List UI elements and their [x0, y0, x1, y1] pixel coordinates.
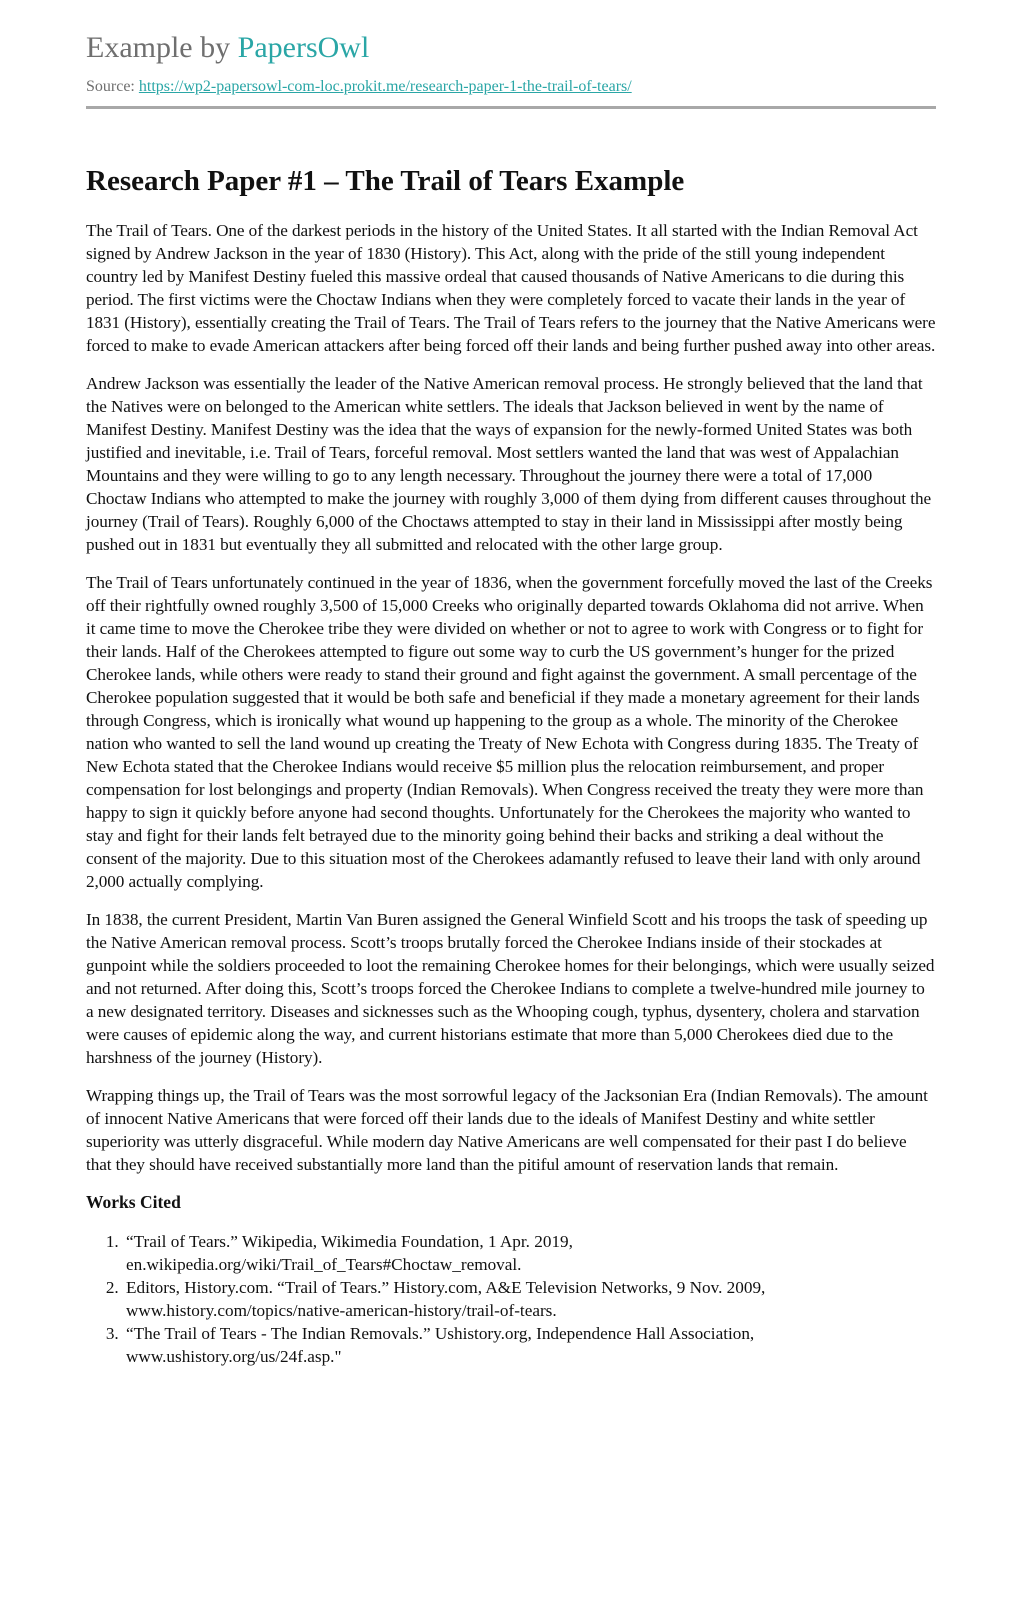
citation-item: 1. “Trail of Tears.” Wikipedia, Wikimedia Foundation, 1 Apr. 2019, en.wikipedia.org/wiki/Trail_of_Tears#Choctaw_removal. — [123, 1230, 936, 1276]
brand-header — [86, 28, 936, 68]
source-label: Source: — [86, 78, 139, 95]
article-body — [86, 219, 936, 1176]
paragraph: The Trail of Tears. One of the darkest periods in the history of the United States. It all started with the Indian Removal Act signed by Andrew Jackson in the year of 1830 (History). This Act, along with the pride of the still young independent country led by Manifest Destiny fueled this massive ordeal that caused thousands of Native Americans to die during this period. The first victims were the Choctaw Indians when they were completely forced to vacate their lands in the year of 1831 (History), essentially creating the Trail of Tears. The Trail of Tears refers to the journey that the Native Americans were forced to make to evade American attackers after being forced off their lands and being further pushed away into other areas. — [86, 221, 936, 355]
citation-item: 3. “The Trail of Tears - The Indian Removals.” Ushistory.org, Independence Hall Association, www.ushistory.org/us/24f.asp." — [123, 1322, 936, 1368]
source-line — [86, 76, 936, 98]
header-divider — [86, 106, 936, 109]
brand-prefix: Example by — [86, 31, 238, 64]
paragraph: The Trail of Tears unfortunately continued in the year of 1836, when the government forcefully moved the last of the Creeks off their rightfully owned roughly 3,500 of 15,000 Creeks who originally departed towards Oklahoma did not arrive. When it came time to move the Cherokee tribe they were divided on whether or not to agree to work with Congress or to fight for their lands. Half of the Cherokees attempted to figure out some way to curb the US government’s hunger for the prized Cherokee lands, while others were ready to stand their ground and fight against the government. A small percentage of the Cherokee population suggested that it would be both safe and beneficial if they made a monetary agreement for their lands through Congress, which is ironically what wound up happening to the group as a whole. The minority of the Cherokee nation who wanted to sell the land wound up creating the Treaty of New Echota with Congress during 1835. The Treaty of New Echota stated that the Cherokee Indians would receive $5 million plus the relocation reimbursement, and proper compensation for lost belongings and property (Indian Removals). When Congress received the treaty they were more than happy to sign it quickly before anyone had second thoughts. Unfortunately for the Cherokees the majority who wanted to stay and fight for their lands felt betrayed due to the minority going behind their backs and striking a deal without the consent of the majority. Due to this situation most of the Cherokees adamantly refused to leave their land with only around 2,000 actually complying. — [86, 573, 933, 891]
article-title: Research Paper #1 – The Trail of Tears Example — [86, 165, 685, 197]
brand-name: PapersOwl — [237, 31, 370, 64]
paragraph: Wrapping things up, the Trail of Tears was the most sorrowful legacy of the Jacksonian Era (Indian Removals). The amount of innocent Native Americans that were forced off their lands due to the ideals of Manifest Destiny and white settler superiority was utterly disgraceful. While modern day Native Americans are well compensated for their past I do believe that they should have received substantially more land than the pitiful amount of reservation lands that remain. — [86, 1086, 928, 1174]
paragraph: Andrew Jackson was essentially the leader of the Native American removal process. He strongly believed that the land that the Natives were on belonged to the American white settlers. The ideals that Jackson believed in went by the name of Manifest Destiny. Manifest Destiny was the idea that the ways of expansion for the newly-formed United States was both justified and inevitable, i.e. Trail of Tears, forceful removal. Most settlers wanted the land that was west of Appalachian Mountains and they were willing to go to any length necessary. Throughout the journey there were a total of 17,000 Choctaw Indians who attempted to make the journey with roughly 3,000 of them dying from different causes throughout the journey (Trail of Tears). Roughly 6,000 of the Choctaws attempted to stay in their land in Mississippi after mostly being pushed out in 1831 but eventually they all submitted and relocated with the other large group. — [86, 374, 932, 554]
works-cited-heading: Works Cited — [86, 1192, 181, 1212]
source-link[interactable]: https://wp2-papersowl-com-loc.prokit.me/research-paper-1-the-trail-of-tears/ — [138, 78, 632, 95]
document-page — [86, 28, 936, 1368]
paragraph: In 1838, the current President, Martin Van Buren assigned the General Winfield Scott and his troops the task of speeding up the Native American removal process. Scott’s troops brutally forced the Cherokee Indians inside of their stockades at gunpoint while the soldiers proceeded to loot the remaining Cherokee homes for their belongings, which were usually seized and not returned. After doing this, Scott’s troops forced the Cherokee Indians to complete a twelve-hundred mile journey to a new designated territory. Diseases and sicknesses such as the Whooping cough, typhus, dysentery, cholera and starvation were causes of epidemic along the way, and current historians estimate that more than 5,000 Cherokees died due to the harshness of the journey (History). — [86, 910, 935, 1067]
works-cited-list — [86, 1230, 936, 1368]
citation-item: 2. Editors, History.com. “Trail of Tears.” History.com, A&E Television Networks, 9 Nov. 2009, www.history.com/topics/native-american-history/trail-of-tears. — [123, 1276, 936, 1322]
